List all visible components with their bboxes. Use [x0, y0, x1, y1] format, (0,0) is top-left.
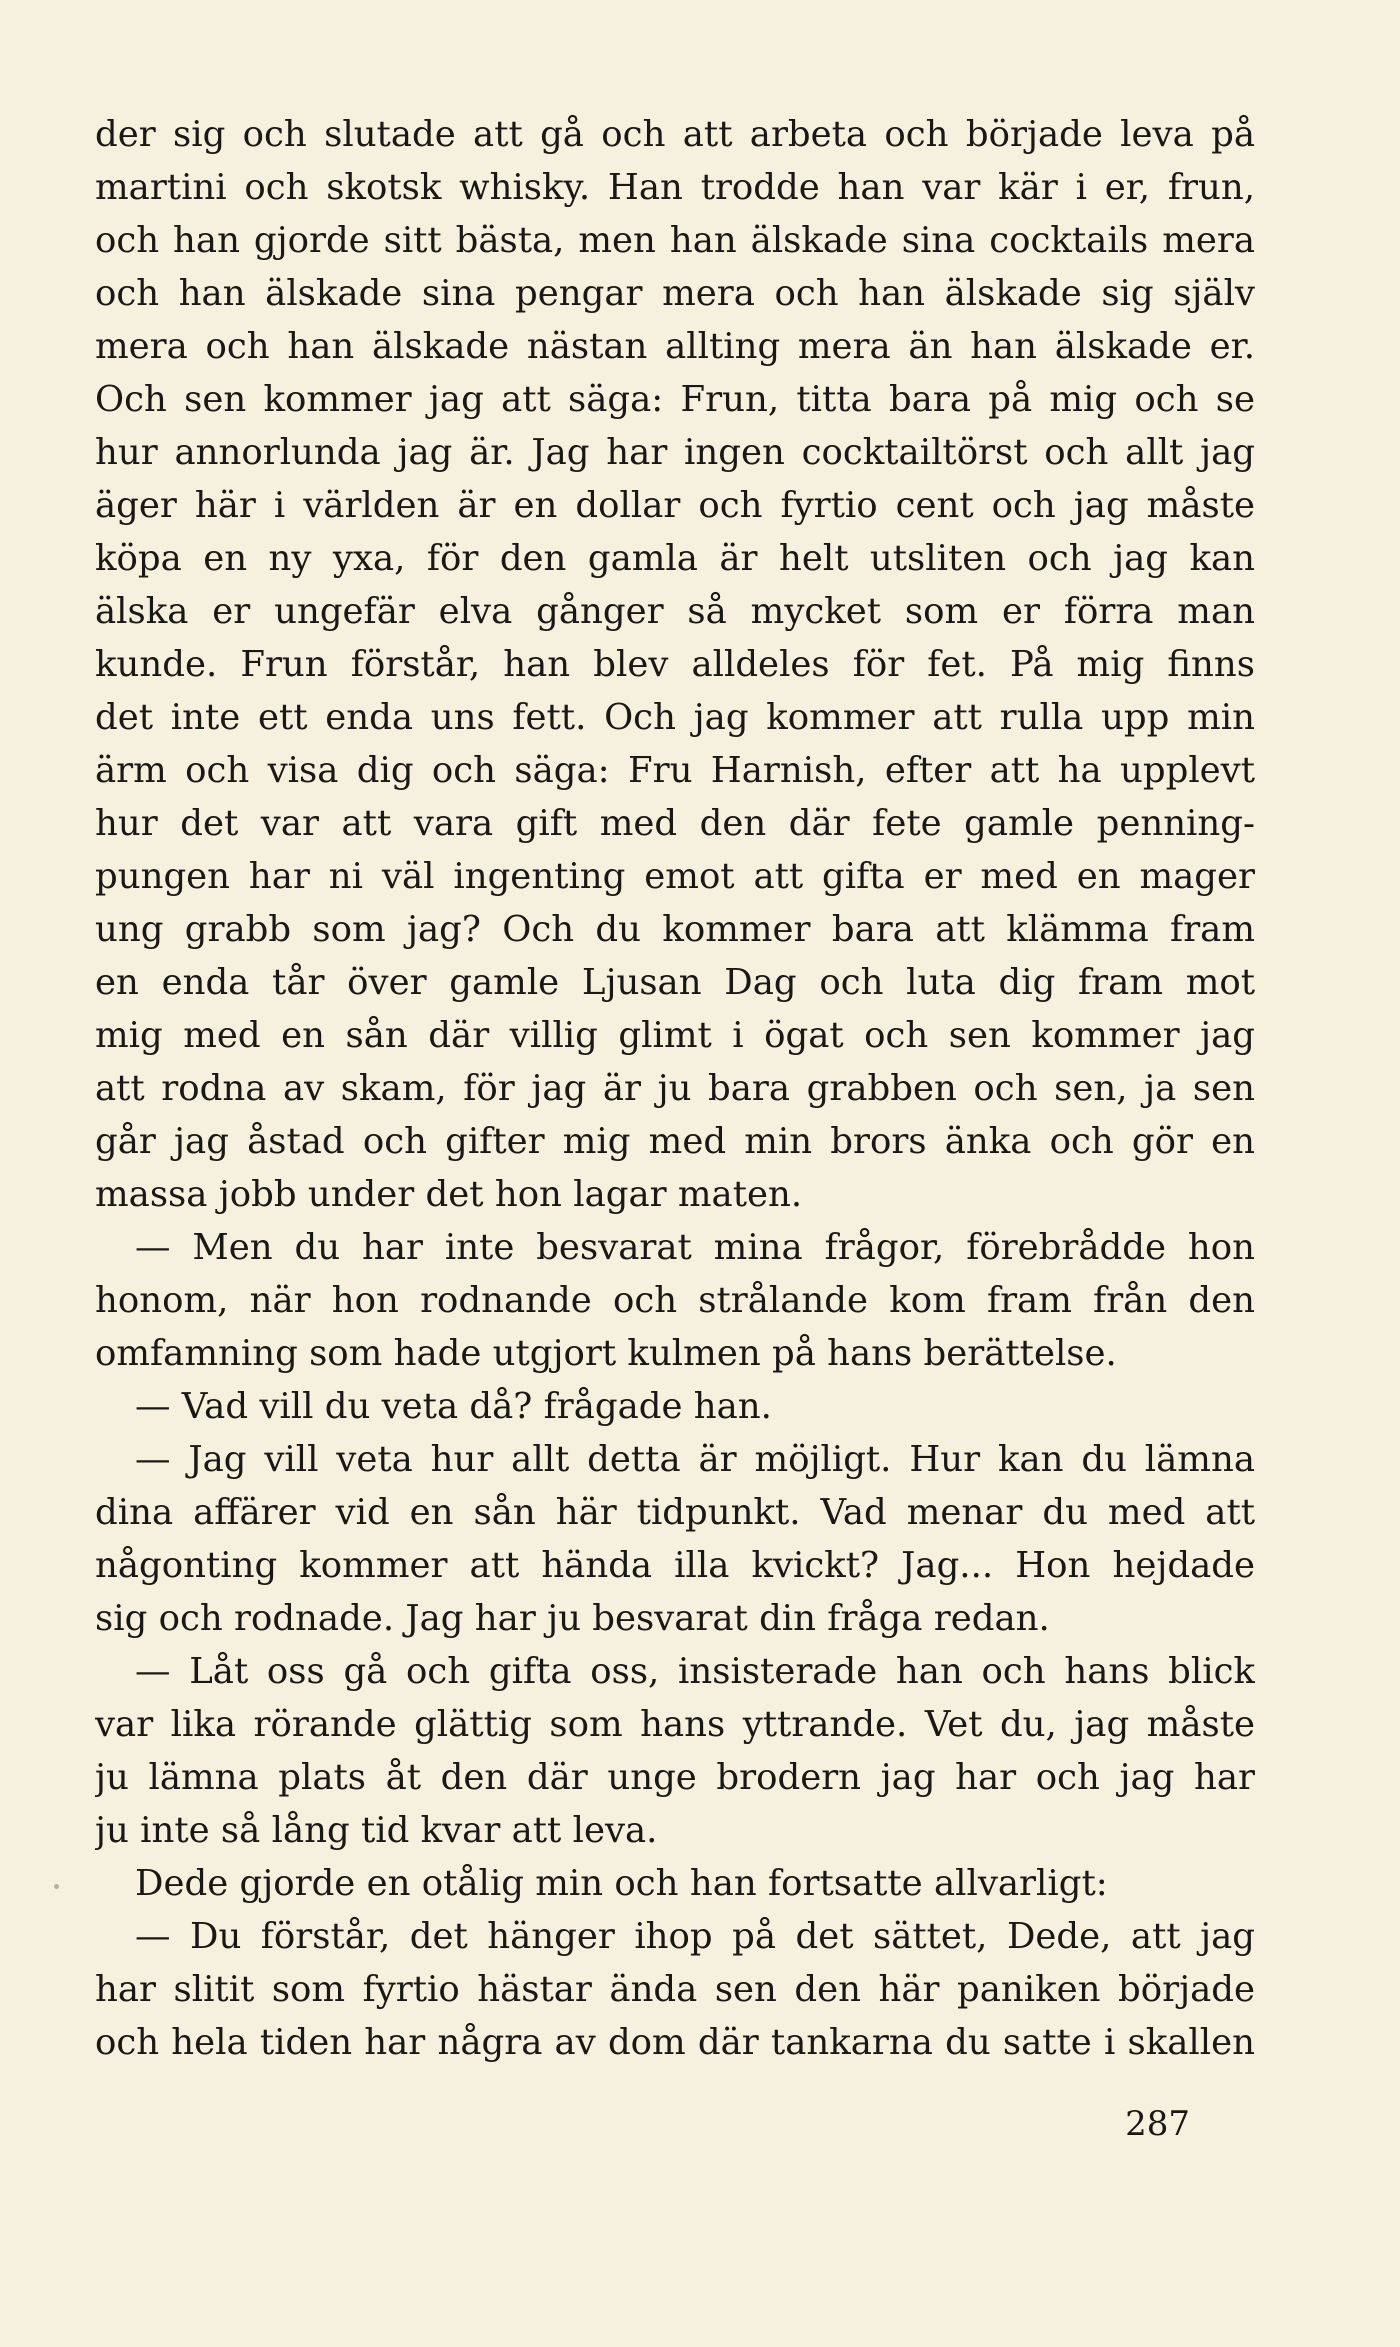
text-line: — Låt oss gå och gifta oss, insisterade han och hans blick: [135, 1651, 1255, 1692]
text-line: Och sen kommer jag att säga: Frun, titta bara på mig och se: [95, 379, 1255, 420]
text-line: ärm och visa dig och säga: Fru Harnish, efter att ha upplevt: [95, 750, 1255, 791]
text-line: ung grabb som jag? Och du kommer bara att klämma fram: [95, 909, 1255, 950]
body-text: [95, 108, 1255, 2069]
text-line: äger här i världen är en dollar och fyrtio cent och jag måste: [95, 485, 1255, 526]
text-line: att rodna av skam, för jag är ju bara grabben och sen, ja sen: [95, 1068, 1255, 1109]
text-line: någonting kommer att hända illa kvickt? Jag... Hon hejdade: [95, 1545, 1255, 1586]
text-line: går jag åstad och gifter mig med min brors änka och gör en: [95, 1121, 1255, 1162]
text-line: dina affärer vid en sån här tidpunkt. Vad menar du med att: [95, 1492, 1255, 1533]
text-line: sig och rodnade. Jag har ju besvarat din fråga redan.: [95, 1598, 1050, 1639]
text-line: der sig och slutade att gå och att arbeta och började leva på: [95, 114, 1255, 155]
text-line: en enda tår över gamle Ljusan Dag och luta dig fram mot: [95, 962, 1255, 1003]
paper-speck: [54, 1884, 59, 1889]
text-line: massa jobb under det hon lagar maten.: [95, 1174, 803, 1215]
text-line: var lika rörande glättig som hans yttrande. Vet du, jag måste: [95, 1704, 1255, 1745]
text-line: ju inte så lång tid kvar att leva.: [95, 1810, 658, 1851]
text-line: det inte ett enda uns fett. Och jag kommer att rulla upp min: [95, 697, 1255, 738]
text-line: honom, när hon rodnande och strålande kom fram från den: [95, 1280, 1255, 1321]
text-line: — Men du har inte besvarat mina frågor, förebrådde hon: [135, 1227, 1255, 1268]
text-line: köpa en ny yxa, för den gamla är helt utsliten och jag kan: [95, 538, 1255, 579]
text-line: har slitit som fyrtio hästar ända sen den här paniken började: [95, 1969, 1255, 2010]
text-line: mig med en sån där villig glimt i ögat och sen kommer jag: [95, 1015, 1255, 1056]
text-line: och han gjorde sitt bästa, men han älskade sina cocktails mera: [95, 220, 1255, 261]
text-line: omfamning som hade utgjort kulmen på hans berättelse.: [95, 1333, 1117, 1374]
text-line: och han älskade sina pengar mera och han älskade sig själv: [95, 273, 1255, 314]
text-line: hur det var att vara gift med den där fete gamle penning-: [95, 803, 1255, 844]
text-line: pungen har ni väl ingenting emot att gifta er med en mager: [95, 856, 1255, 897]
text-line: ju lämna plats åt den där unge brodern jag har och jag har: [95, 1757, 1255, 1798]
page-number: 287: [1125, 2104, 1190, 2144]
text-line: hur annorlunda jag är. Jag har ingen cocktailtörst och allt jag: [95, 432, 1255, 473]
text-line: — Jag vill veta hur allt detta är möjligt. Hur kan du lämna: [135, 1439, 1255, 1480]
text-line: — Vad vill du veta då? frågade han.: [135, 1386, 772, 1427]
text-line: — Du förstår, det hänger ihop på det sättet, Dede, att jag: [135, 1916, 1255, 1957]
text-line: kunde. Frun förstår, han blev alldeles för fet. På mig finns: [95, 644, 1255, 685]
text-line: och hela tiden har några av dom där tankarna du satte i skallen: [95, 2022, 1255, 2063]
text-line: martini och skotsk whisky. Han trodde han var kär i er, frun,: [95, 167, 1255, 208]
text-line: älska er ungefär elva gånger så mycket som er förra man: [95, 591, 1255, 632]
text-line: Dede gjorde en otålig min och han fortsatte allvarligt:: [135, 1863, 1108, 1904]
text-line: mera och han älskade nästan allting mera än han älskade er.: [95, 326, 1255, 367]
